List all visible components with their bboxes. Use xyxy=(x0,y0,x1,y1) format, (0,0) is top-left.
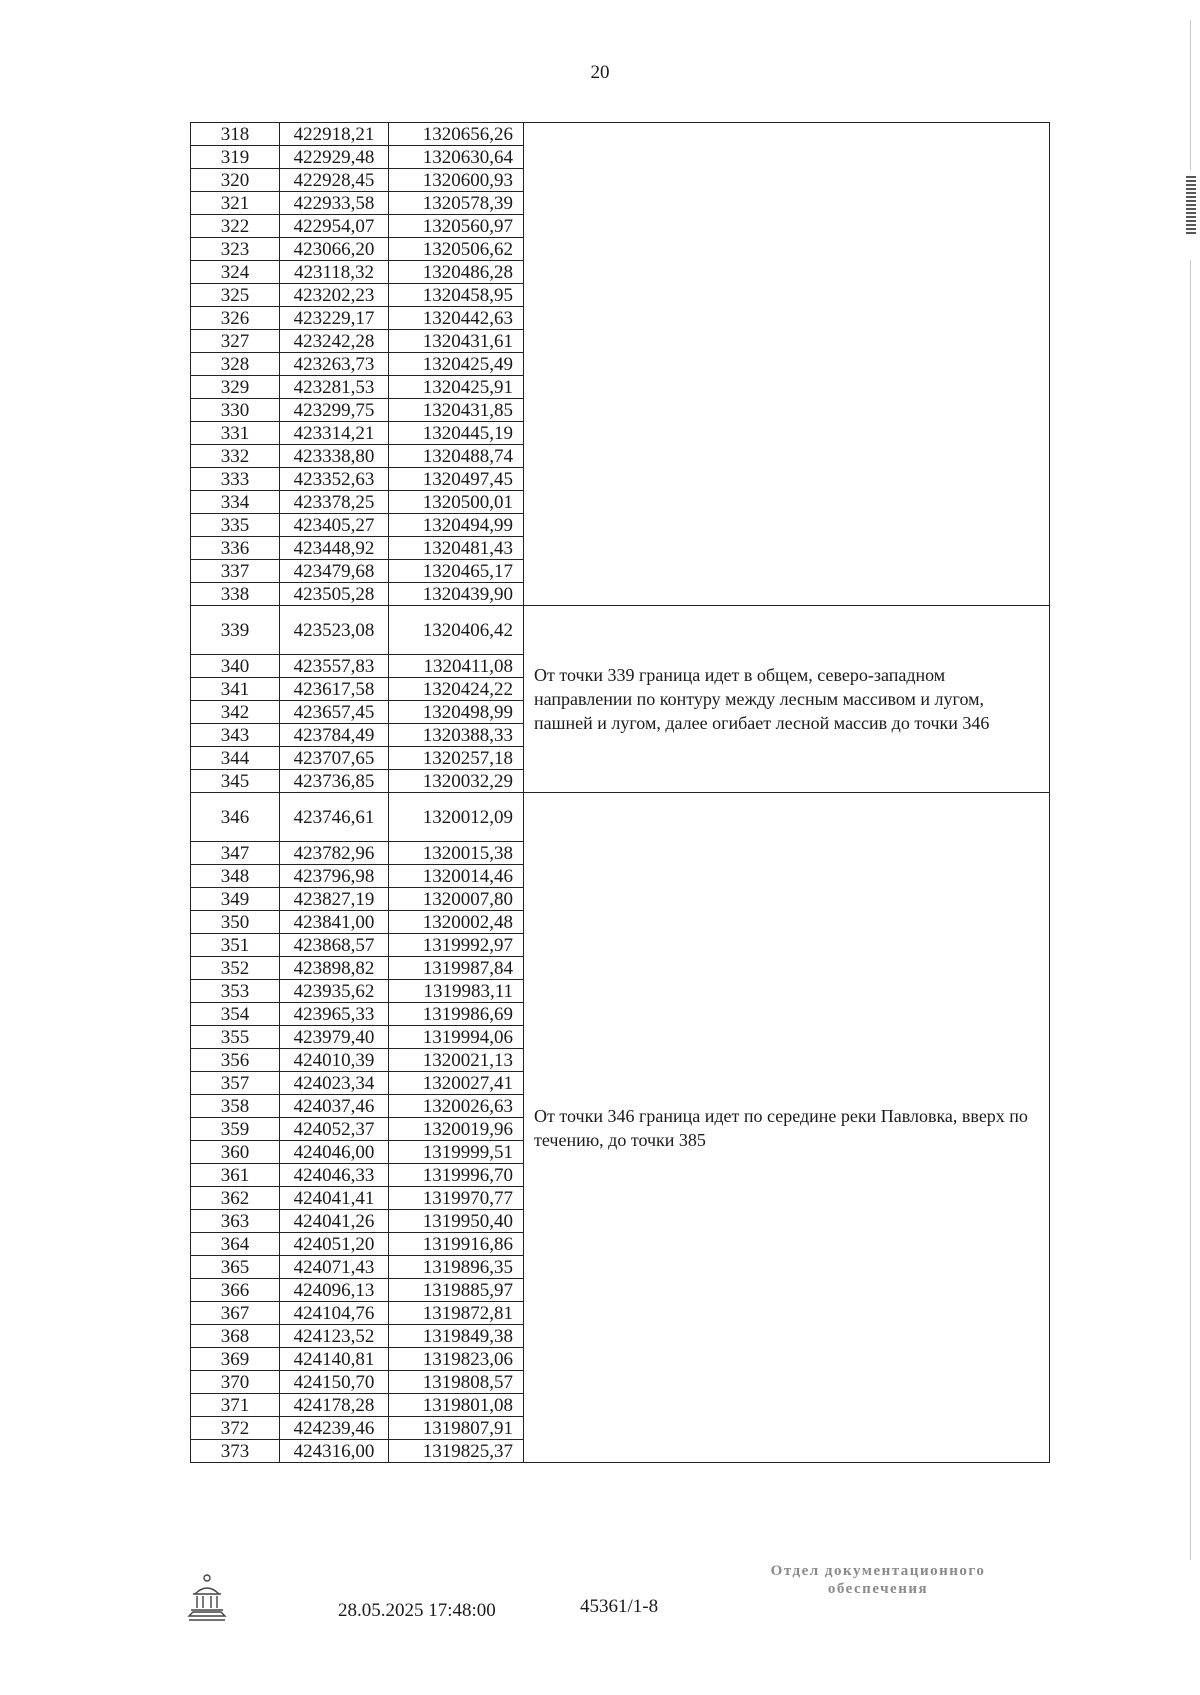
point-number-cell: 364 xyxy=(191,1233,280,1256)
boundary-description-cell xyxy=(524,123,1050,606)
point-number-cell: 353 xyxy=(191,980,280,1003)
point-number-cell: 358 xyxy=(191,1095,280,1118)
y-coordinate-cell: 1320002,48 xyxy=(389,911,524,934)
y-coordinate-cell: 1320458,95 xyxy=(389,284,524,307)
point-number-cell: 322 xyxy=(191,215,280,238)
x-coordinate-cell: 423523,08 xyxy=(280,606,389,655)
x-coordinate-cell: 423736,85 xyxy=(280,770,389,793)
point-number-cell: 368 xyxy=(191,1325,280,1348)
y-coordinate-cell: 1319808,57 xyxy=(389,1371,524,1394)
y-coordinate-cell: 1320027,41 xyxy=(389,1072,524,1095)
point-number-cell: 365 xyxy=(191,1256,280,1279)
point-number-cell: 371 xyxy=(191,1394,280,1417)
x-coordinate-cell: 424239,46 xyxy=(280,1417,389,1440)
point-number-cell: 339 xyxy=(191,606,280,655)
y-coordinate-cell: 1320015,38 xyxy=(389,842,524,865)
x-coordinate-cell: 423505,28 xyxy=(280,583,389,606)
point-number-cell: 341 xyxy=(191,678,280,701)
x-coordinate-cell: 424023,34 xyxy=(280,1072,389,1095)
y-coordinate-cell: 1320442,63 xyxy=(389,307,524,330)
y-coordinate-cell: 1320560,97 xyxy=(389,215,524,238)
point-number-cell: 340 xyxy=(191,655,280,678)
x-coordinate-cell: 424052,37 xyxy=(280,1118,389,1141)
x-coordinate-cell: 423935,62 xyxy=(280,980,389,1003)
y-coordinate-cell: 1320406,42 xyxy=(389,606,524,655)
point-number-cell: 366 xyxy=(191,1279,280,1302)
y-coordinate-cell: 1319970,77 xyxy=(389,1187,524,1210)
point-number-cell: 372 xyxy=(191,1417,280,1440)
x-coordinate-cell: 422928,45 xyxy=(280,169,389,192)
point-number-cell: 343 xyxy=(191,724,280,747)
point-number-cell: 346 xyxy=(191,793,280,842)
page-number: 20 xyxy=(590,62,610,83)
y-coordinate-cell: 1320424,22 xyxy=(389,678,524,701)
y-coordinate-cell: 1320494,99 xyxy=(389,514,524,537)
point-number-cell: 359 xyxy=(191,1118,280,1141)
x-coordinate-cell: 424096,13 xyxy=(280,1279,389,1302)
point-number-cell: 356 xyxy=(191,1049,280,1072)
stamp-line-1: Отдел документационного xyxy=(770,1563,986,1579)
point-number-cell: 338 xyxy=(191,583,280,606)
point-number-cell: 323 xyxy=(191,238,280,261)
x-coordinate-cell: 422933,58 xyxy=(280,192,389,215)
y-coordinate-cell: 1320425,49 xyxy=(389,353,524,376)
y-coordinate-cell: 1319950,40 xyxy=(389,1210,524,1233)
y-coordinate-cell: 1320019,96 xyxy=(389,1118,524,1141)
point-number-cell: 319 xyxy=(191,146,280,169)
y-coordinate-cell: 1320498,99 xyxy=(389,701,524,724)
point-number-cell: 354 xyxy=(191,1003,280,1026)
y-coordinate-cell: 1320506,62 xyxy=(389,238,524,261)
point-number-cell: 335 xyxy=(191,514,280,537)
x-coordinate-cell: 423281,53 xyxy=(280,376,389,399)
point-number-cell: 369 xyxy=(191,1348,280,1371)
point-number-cell: 370 xyxy=(191,1371,280,1394)
x-coordinate-cell: 423448,92 xyxy=(280,537,389,560)
y-coordinate-cell: 1319872,81 xyxy=(389,1302,524,1325)
scan-edge-line xyxy=(1190,20,1191,170)
x-coordinate-cell: 423965,33 xyxy=(280,1003,389,1026)
footer-doc-number: 45361/1-8 xyxy=(580,1596,659,1617)
x-coordinate-cell: 424104,76 xyxy=(280,1302,389,1325)
point-number-cell: 330 xyxy=(191,399,280,422)
x-coordinate-cell: 423898,82 xyxy=(280,957,389,980)
y-coordinate-cell: 1320445,19 xyxy=(389,422,524,445)
y-coordinate-cell: 1319825,37 xyxy=(389,1440,524,1463)
x-coordinate-cell: 423841,00 xyxy=(280,911,389,934)
x-coordinate-cell: 423338,80 xyxy=(280,445,389,468)
y-coordinate-cell: 1319896,35 xyxy=(389,1256,524,1279)
point-number-cell: 355 xyxy=(191,1026,280,1049)
y-coordinate-cell: 1320012,09 xyxy=(389,793,524,842)
table-row xyxy=(191,606,1050,655)
point-number-cell: 347 xyxy=(191,842,280,865)
footer-datetime: 28.05.2025 17:48:00 xyxy=(338,1600,496,1621)
y-coordinate-cell: 1320481,43 xyxy=(389,537,524,560)
point-number-cell: 332 xyxy=(191,445,280,468)
point-number-cell: 345 xyxy=(191,770,280,793)
scan-edge-line xyxy=(1190,260,1191,1560)
point-number-cell: 324 xyxy=(191,261,280,284)
y-coordinate-cell: 1320411,08 xyxy=(389,655,524,678)
y-coordinate-cell: 1320007,80 xyxy=(389,888,524,911)
point-number-cell: 331 xyxy=(191,422,280,445)
point-number-cell: 328 xyxy=(191,353,280,376)
y-coordinate-cell: 1319801,08 xyxy=(389,1394,524,1417)
y-coordinate-cell: 1319994,06 xyxy=(389,1026,524,1049)
y-coordinate-cell: 1319983,11 xyxy=(389,980,524,1003)
x-coordinate-cell: 424010,39 xyxy=(280,1049,389,1072)
x-coordinate-cell: 423707,65 xyxy=(280,747,389,770)
point-number-cell: 363 xyxy=(191,1210,280,1233)
x-coordinate-cell: 423405,27 xyxy=(280,514,389,537)
x-coordinate-cell: 424046,00 xyxy=(280,1141,389,1164)
y-coordinate-cell: 1319992,97 xyxy=(389,934,524,957)
y-coordinate-cell: 1320431,85 xyxy=(389,399,524,422)
x-coordinate-cell: 423479,68 xyxy=(280,560,389,583)
coordinates-table-body xyxy=(191,123,1050,1463)
point-number-cell: 337 xyxy=(191,560,280,583)
point-number-cell: 344 xyxy=(191,747,280,770)
point-number-cell: 327 xyxy=(191,330,280,353)
y-coordinate-cell: 1319823,06 xyxy=(389,1348,524,1371)
x-coordinate-cell: 423979,40 xyxy=(280,1026,389,1049)
point-number-cell: 333 xyxy=(191,468,280,491)
point-number-cell: 320 xyxy=(191,169,280,192)
x-coordinate-cell: 422954,07 xyxy=(280,215,389,238)
x-coordinate-cell: 424140,81 xyxy=(280,1348,389,1371)
y-coordinate-cell: 1320431,61 xyxy=(389,330,524,353)
y-coordinate-cell: 1320439,90 xyxy=(389,583,524,606)
point-number-cell: 352 xyxy=(191,957,280,980)
point-number-cell: 361 xyxy=(191,1164,280,1187)
point-number-cell: 350 xyxy=(191,911,280,934)
x-coordinate-cell: 424041,41 xyxy=(280,1187,389,1210)
y-coordinate-cell: 1319849,38 xyxy=(389,1325,524,1348)
x-coordinate-cell: 422929,48 xyxy=(280,146,389,169)
x-coordinate-cell: 423299,75 xyxy=(280,399,389,422)
point-number-cell: 367 xyxy=(191,1302,280,1325)
y-coordinate-cell: 1320486,28 xyxy=(389,261,524,284)
x-coordinate-cell: 422918,21 xyxy=(280,123,389,146)
table-row xyxy=(191,123,1050,146)
point-number-cell: 349 xyxy=(191,888,280,911)
emblem-icon xyxy=(185,1572,229,1624)
table-row xyxy=(191,793,1050,842)
point-number-cell: 318 xyxy=(191,123,280,146)
x-coordinate-cell: 423557,83 xyxy=(280,655,389,678)
x-coordinate-cell: 423796,98 xyxy=(280,865,389,888)
y-coordinate-cell: 1320500,01 xyxy=(389,491,524,514)
x-coordinate-cell: 424051,20 xyxy=(280,1233,389,1256)
x-coordinate-cell: 424123,52 xyxy=(280,1325,389,1348)
x-coordinate-cell: 423229,17 xyxy=(280,307,389,330)
x-coordinate-cell: 423202,23 xyxy=(280,284,389,307)
y-coordinate-cell: 1320656,26 xyxy=(389,123,524,146)
coordinates-sheet xyxy=(190,122,1050,1463)
department-stamp xyxy=(728,1562,1028,1598)
point-number-cell: 326 xyxy=(191,307,280,330)
y-coordinate-cell: 1319999,51 xyxy=(389,1141,524,1164)
x-coordinate-cell: 423242,28 xyxy=(280,330,389,353)
y-coordinate-cell: 1320032,29 xyxy=(389,770,524,793)
y-coordinate-cell: 1319885,97 xyxy=(389,1279,524,1302)
y-coordinate-cell: 1319807,91 xyxy=(389,1417,524,1440)
point-number-cell: 336 xyxy=(191,537,280,560)
x-coordinate-cell: 423118,32 xyxy=(280,261,389,284)
x-coordinate-cell: 423827,19 xyxy=(280,888,389,911)
x-coordinate-cell: 423784,49 xyxy=(280,724,389,747)
scan-margin-mark xyxy=(1186,176,1196,236)
point-number-cell: 342 xyxy=(191,701,280,724)
y-coordinate-cell: 1320425,91 xyxy=(389,376,524,399)
point-number-cell: 351 xyxy=(191,934,280,957)
y-coordinate-cell: 1320465,17 xyxy=(389,560,524,583)
x-coordinate-cell: 423378,25 xyxy=(280,491,389,514)
x-coordinate-cell: 423617,58 xyxy=(280,678,389,701)
point-number-cell: 360 xyxy=(191,1141,280,1164)
point-number-cell: 357 xyxy=(191,1072,280,1095)
x-coordinate-cell: 424178,28 xyxy=(280,1394,389,1417)
x-coordinate-cell: 424037,46 xyxy=(280,1095,389,1118)
point-number-cell: 362 xyxy=(191,1187,280,1210)
point-number-cell: 334 xyxy=(191,491,280,514)
x-coordinate-cell: 423352,63 xyxy=(280,468,389,491)
boundary-description-cell: От точки 339 граница идет в общем, северо-западном направлении по контуру между лесным массивом и лугом, пашней и лугом, далее огибает лесной массив до точки 346 xyxy=(524,606,1050,793)
y-coordinate-cell: 1320388,33 xyxy=(389,724,524,747)
point-number-cell: 329 xyxy=(191,376,280,399)
x-coordinate-cell: 423066,20 xyxy=(280,238,389,261)
x-coordinate-cell: 423746,61 xyxy=(280,793,389,842)
point-number-cell: 348 xyxy=(191,865,280,888)
x-coordinate-cell: 423868,57 xyxy=(280,934,389,957)
y-coordinate-cell: 1320630,64 xyxy=(389,146,524,169)
x-coordinate-cell: 424071,43 xyxy=(280,1256,389,1279)
x-coordinate-cell: 424041,26 xyxy=(280,1210,389,1233)
x-coordinate-cell: 424150,70 xyxy=(280,1371,389,1394)
y-coordinate-cell: 1320488,74 xyxy=(389,445,524,468)
x-coordinate-cell: 423314,21 xyxy=(280,422,389,445)
x-coordinate-cell: 424046,33 xyxy=(280,1164,389,1187)
x-coordinate-cell: 424316,00 xyxy=(280,1440,389,1463)
coordinates-table xyxy=(190,122,1050,1463)
y-coordinate-cell: 1320497,45 xyxy=(389,468,524,491)
y-coordinate-cell: 1320026,63 xyxy=(389,1095,524,1118)
x-coordinate-cell: 423657,45 xyxy=(280,701,389,724)
point-number-cell: 325 xyxy=(191,284,280,307)
y-coordinate-cell: 1319986,69 xyxy=(389,1003,524,1026)
y-coordinate-cell: 1320014,46 xyxy=(389,865,524,888)
point-number-cell: 373 xyxy=(191,1440,280,1463)
boundary-description-cell: От точки 346 граница идет по середине реки Павловка, вверх по течению, до точки 385 xyxy=(524,793,1050,1463)
y-coordinate-cell: 1320021,13 xyxy=(389,1049,524,1072)
y-coordinate-cell: 1320578,39 xyxy=(389,192,524,215)
y-coordinate-cell: 1319996,70 xyxy=(389,1164,524,1187)
stamp-line-2: обеспечения xyxy=(827,1581,929,1597)
y-coordinate-cell: 1319916,86 xyxy=(389,1233,524,1256)
y-coordinate-cell: 1319987,84 xyxy=(389,957,524,980)
y-coordinate-cell: 1320600,93 xyxy=(389,169,524,192)
point-number-cell: 321 xyxy=(191,192,280,215)
y-coordinate-cell: 1320257,18 xyxy=(389,747,524,770)
x-coordinate-cell: 423782,96 xyxy=(280,842,389,865)
x-coordinate-cell: 423263,73 xyxy=(280,353,389,376)
